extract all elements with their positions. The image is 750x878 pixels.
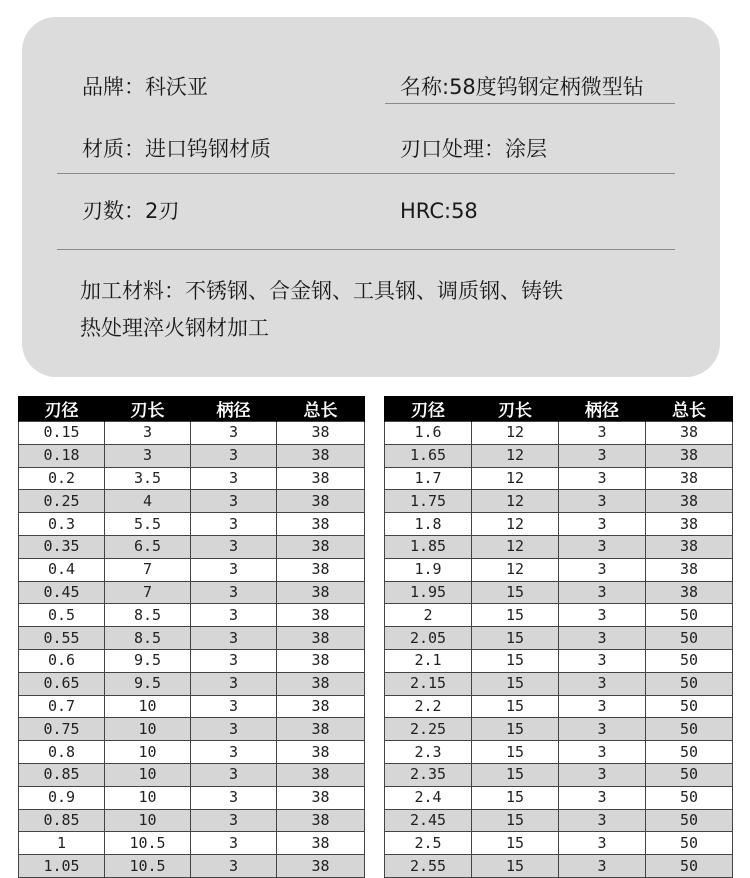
cell-overall-length: 38	[277, 490, 365, 513]
cell-overall-length: 38	[646, 467, 733, 490]
cell-blade-length: 5.5	[105, 513, 191, 536]
table-row	[385, 855, 733, 878]
cell-blade-diameter: 0.25	[19, 490, 105, 513]
cell-blade-length: 8.5	[105, 627, 191, 650]
table-row	[385, 832, 733, 855]
cell-overall-length: 38	[277, 741, 365, 764]
table-row	[385, 809, 733, 832]
cell-shank-diameter: 3	[559, 444, 646, 467]
cell-blade-diameter: 0.65	[19, 672, 105, 695]
cell-blade-length: 8.5	[105, 604, 191, 627]
cell-blade-length: 4	[105, 490, 191, 513]
table-row	[385, 467, 733, 490]
cell-blade-diameter: 0.2	[19, 467, 105, 490]
cell-blade-diameter: 0.85	[19, 809, 105, 832]
spec-flutes: 刃数：2刃	[82, 199, 180, 223]
cell-blade-length: 9.5	[105, 649, 191, 672]
cell-blade-length: 3.5	[105, 467, 191, 490]
cell-blade-diameter: 2.3	[385, 741, 472, 764]
cell-blade-diameter: 1.05	[19, 855, 105, 878]
table-row	[385, 604, 733, 627]
cell-overall-length: 50	[646, 604, 733, 627]
cell-blade-length: 10	[105, 741, 191, 764]
cell-blade-diameter: 2	[385, 604, 472, 627]
cell-shank-diameter: 3	[559, 786, 646, 809]
table-row	[19, 718, 365, 741]
cell-shank-diameter: 3	[559, 422, 646, 445]
cell-overall-length: 38	[277, 718, 365, 741]
table-header-row	[385, 396, 733, 422]
cell-shank-diameter: 3	[559, 581, 646, 604]
table-row	[385, 558, 733, 581]
header-blade-diameter: 刃径	[19, 396, 105, 422]
table-row	[19, 741, 365, 764]
cell-blade-length: 6.5	[105, 535, 191, 558]
table-row	[385, 786, 733, 809]
cell-overall-length: 38	[277, 832, 365, 855]
cell-shank-diameter: 3	[191, 627, 277, 650]
cell-shank-diameter: 3	[191, 832, 277, 855]
table-row	[19, 604, 365, 627]
cell-shank-diameter: 3	[559, 672, 646, 695]
cell-blade-length: 12	[472, 558, 559, 581]
spec-hrc: HRC:58	[400, 199, 478, 223]
spec-brand: 品牌：科沃亚	[82, 75, 208, 99]
table-row	[385, 535, 733, 558]
table-row	[19, 855, 365, 878]
cell-shank-diameter: 3	[191, 649, 277, 672]
table-row	[19, 535, 365, 558]
cell-blade-length: 15	[472, 627, 559, 650]
cell-blade-length: 15	[472, 763, 559, 786]
table-row	[19, 786, 365, 809]
cell-overall-length: 50	[646, 855, 733, 878]
cell-blade-length: 10.5	[105, 832, 191, 855]
cell-shank-diameter: 3	[191, 467, 277, 490]
table-row	[19, 581, 365, 604]
cell-shank-diameter: 3	[559, 467, 646, 490]
cell-blade-diameter: 0.7	[19, 695, 105, 718]
cell-blade-diameter: 1.7	[385, 467, 472, 490]
table-row	[385, 741, 733, 764]
cell-blade-length: 12	[472, 422, 559, 445]
cell-overall-length: 38	[277, 604, 365, 627]
cell-shank-diameter: 3	[559, 490, 646, 513]
cell-shank-diameter: 3	[191, 513, 277, 536]
cell-shank-diameter: 3	[559, 627, 646, 650]
cell-overall-length: 38	[277, 422, 365, 445]
cell-overall-length: 50	[646, 809, 733, 832]
cell-blade-diameter: 2.15	[385, 672, 472, 695]
cell-blade-length: 15	[472, 672, 559, 695]
table-row	[19, 672, 365, 695]
cell-shank-diameter: 3	[191, 490, 277, 513]
cell-blade-length: 7	[105, 558, 191, 581]
cell-blade-diameter: 0.15	[19, 422, 105, 445]
size-table-left	[18, 396, 365, 878]
cell-shank-diameter: 3	[191, 809, 277, 832]
cell-blade-diameter: 1	[19, 832, 105, 855]
cell-shank-diameter: 3	[559, 855, 646, 878]
spec-divider	[385, 103, 675, 104]
cell-blade-length: 15	[472, 832, 559, 855]
table-row	[385, 718, 733, 741]
table-row	[19, 649, 365, 672]
cell-shank-diameter: 3	[191, 535, 277, 558]
cell-blade-diameter: 2.45	[385, 809, 472, 832]
table-row	[385, 581, 733, 604]
spec-material: 材质：进口钨钢材质	[82, 137, 271, 161]
table-row	[19, 513, 365, 536]
cell-shank-diameter: 3	[559, 535, 646, 558]
spec-edge-treatment: 刃口处理：涂层	[400, 137, 547, 161]
cell-blade-diameter: 0.4	[19, 558, 105, 581]
cell-overall-length: 38	[277, 558, 365, 581]
table-row	[19, 422, 365, 445]
cell-blade-diameter: 0.18	[19, 444, 105, 467]
table-row	[19, 558, 365, 581]
cell-shank-diameter: 3	[191, 741, 277, 764]
table-row	[19, 695, 365, 718]
cell-shank-diameter: 3	[191, 718, 277, 741]
cell-blade-length: 10.5	[105, 855, 191, 878]
cell-shank-diameter: 3	[559, 832, 646, 855]
cell-blade-length: 3	[105, 444, 191, 467]
cell-overall-length: 38	[277, 467, 365, 490]
cell-overall-length: 38	[646, 581, 733, 604]
cell-blade-diameter: 0.9	[19, 786, 105, 809]
cell-shank-diameter: 3	[191, 695, 277, 718]
cell-blade-diameter: 0.5	[19, 604, 105, 627]
table-row	[19, 809, 365, 832]
cell-overall-length: 38	[277, 672, 365, 695]
cell-overall-length: 38	[646, 444, 733, 467]
cell-blade-diameter: 2.55	[385, 855, 472, 878]
cell-shank-diameter: 3	[559, 763, 646, 786]
header-blade-length: 刃长	[105, 396, 191, 422]
cell-overall-length: 38	[277, 444, 365, 467]
spec-divider	[57, 249, 675, 250]
cell-shank-diameter: 3	[559, 741, 646, 764]
cell-blade-diameter: 2.5	[385, 832, 472, 855]
cell-blade-diameter: 1.95	[385, 581, 472, 604]
cell-overall-length: 50	[646, 695, 733, 718]
cell-overall-length: 38	[277, 695, 365, 718]
cell-blade-length: 15	[472, 581, 559, 604]
cell-shank-diameter: 3	[559, 695, 646, 718]
cell-blade-length: 9.5	[105, 672, 191, 695]
cell-overall-length: 38	[277, 581, 365, 604]
cell-overall-length: 38	[646, 490, 733, 513]
cell-blade-diameter: 1.65	[385, 444, 472, 467]
cell-overall-length: 50	[646, 832, 733, 855]
table-row	[19, 467, 365, 490]
size-table-right	[384, 396, 733, 878]
cell-blade-diameter: 2.25	[385, 718, 472, 741]
cell-shank-diameter: 3	[559, 649, 646, 672]
cell-blade-diameter: 0.35	[19, 535, 105, 558]
cell-blade-diameter: 1.75	[385, 490, 472, 513]
table-row	[385, 490, 733, 513]
cell-blade-length: 15	[472, 718, 559, 741]
cell-blade-diameter: 0.3	[19, 513, 105, 536]
table-row	[385, 513, 733, 536]
cell-blade-diameter: 0.45	[19, 581, 105, 604]
cell-overall-length: 38	[277, 809, 365, 832]
cell-blade-length: 7	[105, 581, 191, 604]
header-overall-length: 总长	[277, 396, 365, 422]
cell-overall-length: 38	[646, 558, 733, 581]
header-blade-length: 刃长	[472, 396, 559, 422]
cell-shank-diameter: 3	[559, 718, 646, 741]
cell-blade-length: 10	[105, 763, 191, 786]
cell-blade-length: 10	[105, 718, 191, 741]
cell-shank-diameter: 3	[559, 513, 646, 536]
cell-blade-diameter: 0.55	[19, 627, 105, 650]
table-row	[385, 672, 733, 695]
cell-shank-diameter: 3	[191, 558, 277, 581]
spec-name: 名称:58度钨钢定柄微型钻	[400, 75, 644, 99]
cell-overall-length: 38	[277, 513, 365, 536]
cell-shank-diameter: 3	[191, 422, 277, 445]
cell-overall-length: 38	[646, 535, 733, 558]
table-row	[385, 444, 733, 467]
cell-overall-length: 50	[646, 672, 733, 695]
cell-blade-length: 15	[472, 695, 559, 718]
cell-blade-length: 10	[105, 809, 191, 832]
cell-shank-diameter: 3	[191, 581, 277, 604]
header-blade-diameter: 刃径	[385, 396, 472, 422]
table-row	[19, 763, 365, 786]
cell-overall-length: 38	[646, 513, 733, 536]
table-row	[385, 627, 733, 650]
cell-blade-length: 15	[472, 741, 559, 764]
cell-blade-diameter: 2.1	[385, 649, 472, 672]
cell-overall-length: 50	[646, 718, 733, 741]
cell-overall-length: 50	[646, 741, 733, 764]
cell-overall-length: 38	[277, 855, 365, 878]
cell-blade-length: 10	[105, 695, 191, 718]
table-row	[19, 490, 365, 513]
cell-shank-diameter: 3	[559, 604, 646, 627]
cell-blade-length: 12	[472, 535, 559, 558]
cell-overall-length: 38	[277, 649, 365, 672]
cell-overall-length: 38	[277, 786, 365, 809]
spec-processing-materials-cont: 热处理淬火钢材加工	[80, 316, 269, 340]
cell-shank-diameter: 3	[191, 786, 277, 809]
table-row	[19, 832, 365, 855]
cell-blade-length: 15	[472, 649, 559, 672]
cell-blade-diameter: 1.85	[385, 535, 472, 558]
cell-blade-length: 12	[472, 467, 559, 490]
header-shank-diameter: 柄径	[191, 396, 277, 422]
header-shank-diameter: 柄径	[559, 396, 646, 422]
cell-blade-diameter: 2.2	[385, 695, 472, 718]
cell-blade-length: 12	[472, 490, 559, 513]
cell-overall-length: 38	[277, 627, 365, 650]
table-header-row	[19, 396, 365, 422]
cell-blade-diameter: 1.6	[385, 422, 472, 445]
cell-blade-diameter: 0.6	[19, 649, 105, 672]
cell-blade-diameter: 0.85	[19, 763, 105, 786]
table-row	[385, 422, 733, 445]
cell-overall-length: 50	[646, 763, 733, 786]
cell-blade-diameter: 0.8	[19, 741, 105, 764]
cell-blade-length: 15	[472, 786, 559, 809]
cell-blade-diameter: 0.75	[19, 718, 105, 741]
spec-divider	[57, 173, 675, 174]
cell-shank-diameter: 3	[559, 558, 646, 581]
cell-overall-length: 50	[646, 627, 733, 650]
table-row	[385, 695, 733, 718]
table-row	[19, 627, 365, 650]
cell-blade-length: 12	[472, 513, 559, 536]
cell-blade-length: 15	[472, 604, 559, 627]
cell-overall-length: 38	[277, 763, 365, 786]
header-overall-length: 总长	[646, 396, 733, 422]
cell-overall-length: 38	[646, 422, 733, 445]
cell-blade-diameter: 1.8	[385, 513, 472, 536]
spec-processing-materials: 加工材料：不锈钢、合金钢、工具钢、调质钢、铸铁	[80, 279, 563, 303]
cell-shank-diameter: 3	[191, 855, 277, 878]
cell-blade-length: 10	[105, 786, 191, 809]
table-row	[385, 763, 733, 786]
cell-overall-length: 50	[646, 786, 733, 809]
cell-shank-diameter: 3	[559, 809, 646, 832]
cell-blade-length: 15	[472, 855, 559, 878]
cell-blade-length: 3	[105, 422, 191, 445]
cell-overall-length: 50	[646, 649, 733, 672]
cell-blade-length: 12	[472, 444, 559, 467]
cell-shank-diameter: 3	[191, 444, 277, 467]
cell-shank-diameter: 3	[191, 763, 277, 786]
cell-blade-diameter: 2.4	[385, 786, 472, 809]
cell-blade-diameter: 1.9	[385, 558, 472, 581]
table-row	[19, 444, 365, 467]
cell-overall-length: 38	[277, 535, 365, 558]
cell-blade-length: 15	[472, 809, 559, 832]
cell-shank-diameter: 3	[191, 672, 277, 695]
cell-shank-diameter: 3	[191, 604, 277, 627]
table-row	[385, 649, 733, 672]
cell-blade-diameter: 2.05	[385, 627, 472, 650]
cell-blade-diameter: 2.35	[385, 763, 472, 786]
